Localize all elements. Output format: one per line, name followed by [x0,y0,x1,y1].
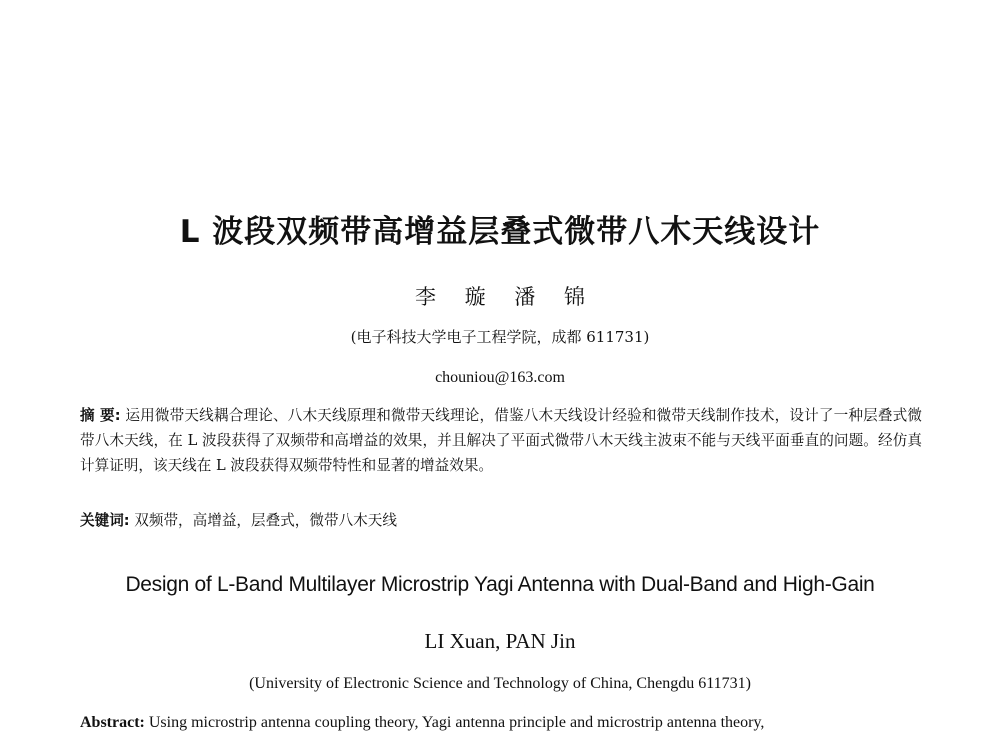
abstract-english [80,709,922,737]
abstract-chinese [80,403,922,478]
affiliation-english: (University of Electronic Science and Technology of China, Chengdu 611731) [249,675,751,692]
affiliation-chinese: (电子科技大学电子工程学院，成都 611731) [350,328,650,346]
keywords-chinese [80,509,922,533]
abstract-text-chinese: 运用微带天线耦合理论、八木天线原理和微带天线理论，借鉴八木天线设计经验和微带天线制作技术，设计了一种层叠式微带八木天线，在 L 波段获得了双频带和高增益的效果，并且解决了平面式微带八木天线主波束不能与天线平面垂直的问题。经仿真计算证明，该天线在 L 波段获得双频带特性和显著的增益效果。 [80,407,923,474]
authors-chinese: 李 璇 潘 锦 [414,285,586,309]
keywords-label-chinese: 关键词: [80,512,130,529]
paper-title-english: Design of L-Band Multilayer Microstrip Yagi Antenna with Dual-Band and High-Gain [125,573,875,596]
abstract-text-english: Using microstrip antenna coupling theory, Yagi antenna principle and microstrip antenna theory, [148,714,765,731]
paper-title-chinese: L 波段双频带高增益层叠式微带八木天线设计 [179,214,821,250]
keywords-text-chinese: 双频带，高增益，层叠式，微带八木天线 [134,512,397,529]
author-email: chouniou@163.com [435,369,565,386]
abstract-label-english: Abstract: [80,714,145,731]
abstract-label-chinese: 摘 要: [80,407,121,424]
authors-english: LI Xuan, PAN Jin [424,629,576,653]
